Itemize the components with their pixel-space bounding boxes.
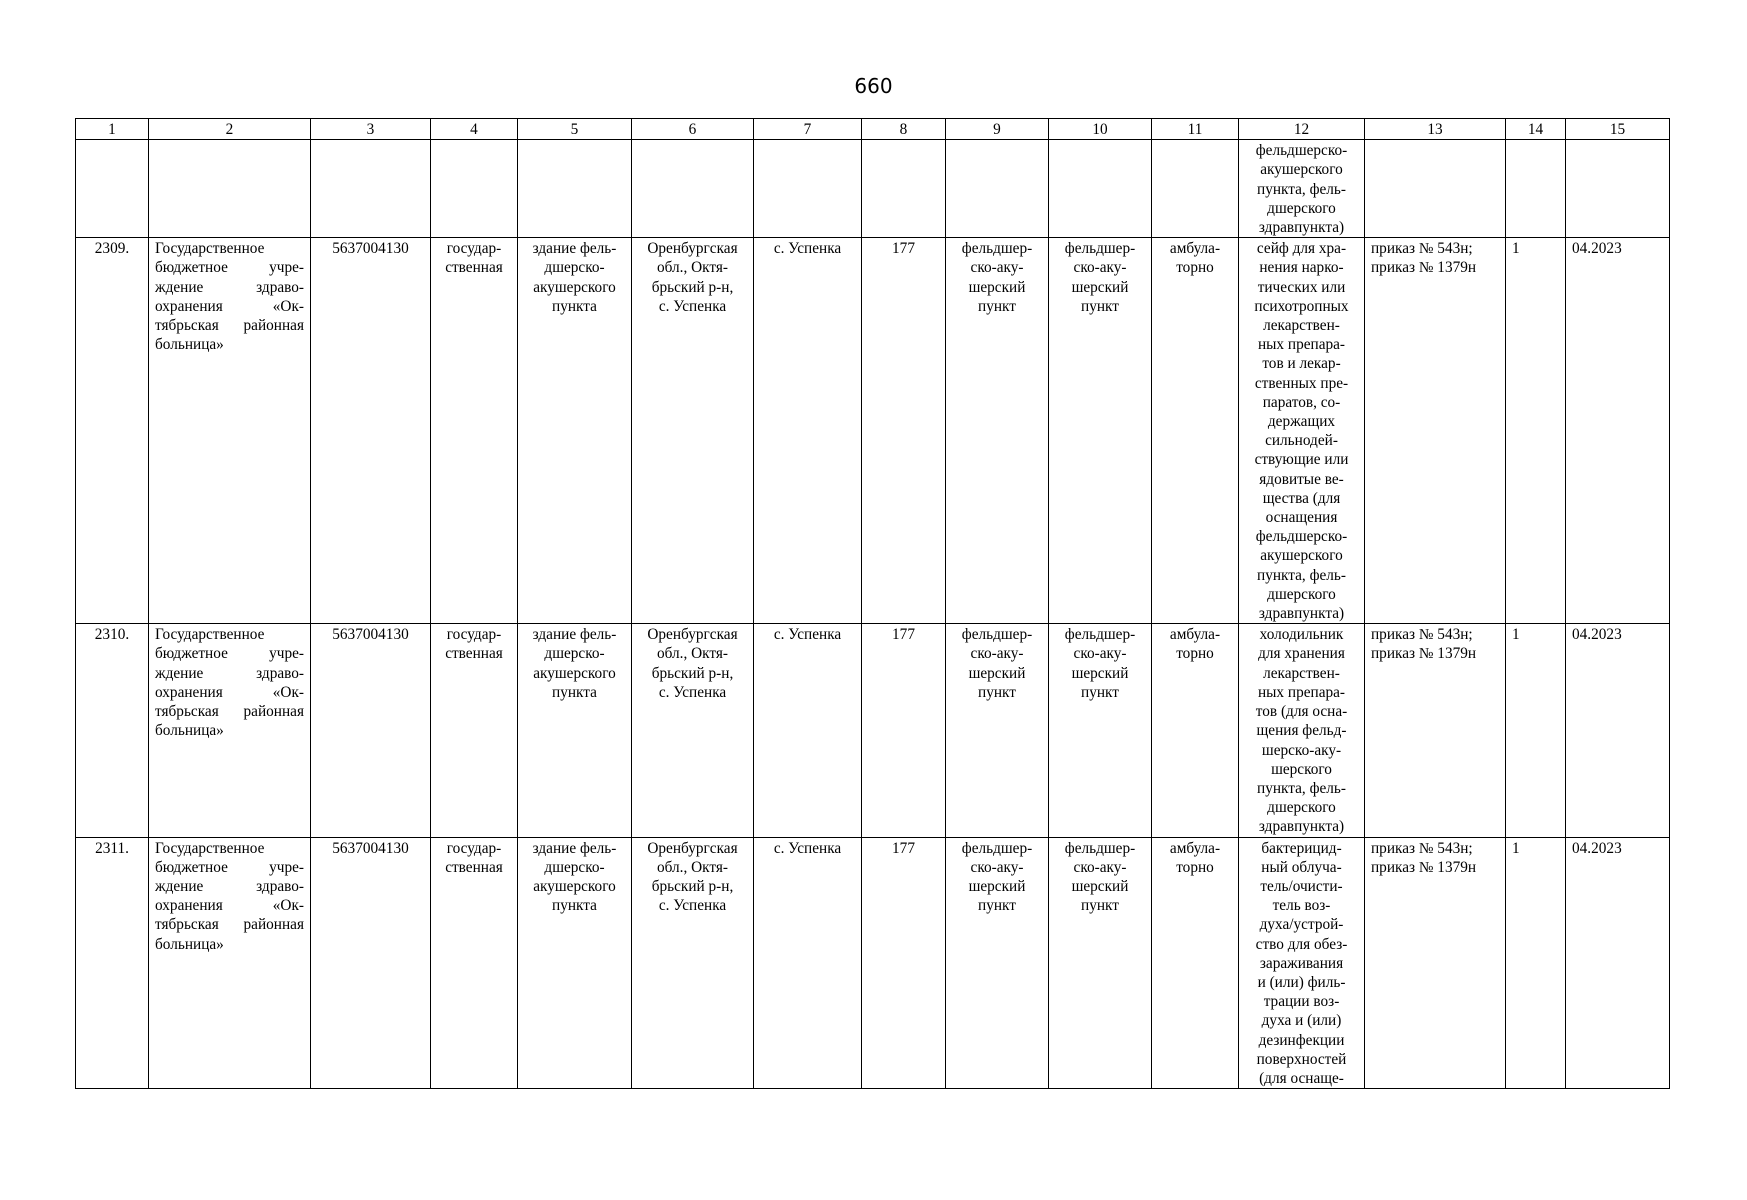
table-row bbox=[76, 624, 1670, 837]
locality-cell: с. Успенка bbox=[754, 624, 862, 837]
empty-cell bbox=[946, 140, 1049, 238]
subdivision-name-cell: фельдшер- ско-аку- шерский пункт bbox=[1049, 837, 1152, 1089]
subdivision-name-cell: фельдшер- ско-аку- шерский пункт bbox=[1049, 624, 1152, 837]
column-number: 4 bbox=[431, 119, 518, 140]
empty-cell bbox=[1049, 140, 1152, 238]
empty-cell bbox=[754, 140, 862, 238]
empty-cell bbox=[632, 140, 754, 238]
column-number: 11 bbox=[1152, 119, 1239, 140]
column-number: 12 bbox=[1239, 119, 1365, 140]
equipment-cell: холодильник для хранения лекарствен- ных препара- тов (для осна- щения фельд- шерско-аку- шерского пункта, фель- дшерского здравпункта) bbox=[1239, 624, 1365, 837]
code-cell: 177 bbox=[862, 624, 946, 837]
inn-cell: 5637004130 bbox=[311, 238, 431, 624]
organization-cell: Государственное бюджетное учре-ждение здраво-охранения «Ок-тябрьская районная больница» bbox=[149, 238, 311, 624]
column-number: 9 bbox=[946, 119, 1049, 140]
empty-cell bbox=[1365, 140, 1506, 238]
continued-row bbox=[76, 140, 1670, 238]
column-number: 6 bbox=[632, 119, 754, 140]
care-condition-cell: амбула- торно bbox=[1152, 624, 1239, 837]
care-condition-cell: амбула- торно bbox=[1152, 837, 1239, 1089]
organization-cell: Государственное бюджетное учре-ждение здраво-охранения «Ок-тябрьская районная больница» bbox=[149, 624, 311, 837]
care-condition-cell: амбула- торно bbox=[1152, 238, 1239, 624]
column-number: 14 bbox=[1506, 119, 1566, 140]
column-number: 2 bbox=[149, 119, 311, 140]
orders-cell: приказ № 543н; приказ № 1379н bbox=[1365, 238, 1506, 624]
empty-cell bbox=[431, 140, 518, 238]
empty-cell bbox=[149, 140, 311, 238]
subdivision-type-cell: фельдшер- ско-аку- шерский пункт bbox=[946, 837, 1049, 1089]
column-number: 8 bbox=[862, 119, 946, 140]
building-cell: здание фель- дшерско- акушерского пункта bbox=[518, 837, 632, 1089]
equipment-cell: фельдшерско- акушерского пункта, фель- дшерского здравпункта) bbox=[1239, 140, 1365, 238]
column-number: 13 bbox=[1365, 119, 1506, 140]
column-number: 7 bbox=[754, 119, 862, 140]
code-cell: 177 bbox=[862, 238, 946, 624]
subdivision-type-cell: фельдшер- ско-аку- шерский пункт bbox=[946, 624, 1049, 837]
equipment-cell: бактерицид- ный облуча- тель/очисти- тель воз- духа/устрой- ство для обез- зараживания и (или) филь- трации воз- духа и (или) дезинфекции поверхностей (для оснаще- bbox=[1239, 837, 1365, 1089]
address-cell: Оренбургская обл., Октя- брьский р-н, с. Успенка bbox=[632, 238, 754, 624]
ownership-cell: государ- ственная bbox=[431, 238, 518, 624]
table-row bbox=[76, 238, 1670, 624]
subdivision-type-cell: фельдшер- ско-аку- шерский пункт bbox=[946, 238, 1049, 624]
column-number-row bbox=[76, 119, 1670, 140]
inn-cell: 5637004130 bbox=[311, 837, 431, 1089]
date-cell: 04.2023 bbox=[1566, 837, 1670, 1089]
orders-cell: приказ № 543н; приказ № 1379н bbox=[1365, 837, 1506, 1089]
quantity-cell: 1 bbox=[1506, 238, 1566, 624]
organization-cell: Государственное бюджетное учре-ждение здраво-охранения «Ок-тябрьская районная больница» bbox=[149, 837, 311, 1089]
empty-cell bbox=[1566, 140, 1670, 238]
empty-cell bbox=[311, 140, 431, 238]
locality-cell: с. Успенка bbox=[754, 238, 862, 624]
empty-cell bbox=[1506, 140, 1566, 238]
address-cell: Оренбургская обл., Октя- брьский р-н, с. Успенка bbox=[632, 624, 754, 837]
column-number: 3 bbox=[311, 119, 431, 140]
date-cell: 04.2023 bbox=[1566, 624, 1670, 837]
quantity-cell: 1 bbox=[1506, 837, 1566, 1089]
empty-cell bbox=[862, 140, 946, 238]
column-number: 15 bbox=[1566, 119, 1670, 140]
code-cell: 177 bbox=[862, 837, 946, 1089]
page-number: 660 bbox=[854, 74, 893, 98]
row-number-cell: 2310. bbox=[76, 624, 149, 837]
equipment-cell: сейф для хра- нения нарко- тических или психотропных лекарствен- ных препара- тов и лекар- ственных пре- паратов, со- держащих сильнодей- ствующие или ядовитые ве- щества (для оснащения фельдшерско- акушерского пункта, фель- дшерского здравпункта) bbox=[1239, 238, 1365, 624]
building-cell: здание фель- дшерско- акушерского пункта bbox=[518, 624, 632, 837]
ownership-cell: государ- ственная bbox=[431, 624, 518, 837]
empty-cell bbox=[518, 140, 632, 238]
column-number: 5 bbox=[518, 119, 632, 140]
empty-cell bbox=[76, 140, 149, 238]
locality-cell: с. Успенка bbox=[754, 837, 862, 1089]
row-number-cell: 2311. bbox=[76, 837, 149, 1089]
empty-cell bbox=[1152, 140, 1239, 238]
table-row bbox=[76, 837, 1670, 1089]
building-cell: здание фель- дшерско- акушерского пункта bbox=[518, 238, 632, 624]
ownership-cell: государ- ственная bbox=[431, 837, 518, 1089]
orders-cell: приказ № 543н; приказ № 1379н bbox=[1365, 624, 1506, 837]
address-cell: Оренбургская обл., Октя- брьский р-н, с. Успенка bbox=[632, 837, 754, 1089]
date-cell: 04.2023 bbox=[1566, 238, 1670, 624]
subdivision-name-cell: фельдшер- ско-аку- шерский пункт bbox=[1049, 238, 1152, 624]
register-table bbox=[75, 118, 1670, 1089]
quantity-cell: 1 bbox=[1506, 624, 1566, 837]
inn-cell: 5637004130 bbox=[311, 624, 431, 837]
row-number-cell: 2309. bbox=[76, 238, 149, 624]
column-number: 10 bbox=[1049, 119, 1152, 140]
column-number: 1 bbox=[76, 119, 149, 140]
